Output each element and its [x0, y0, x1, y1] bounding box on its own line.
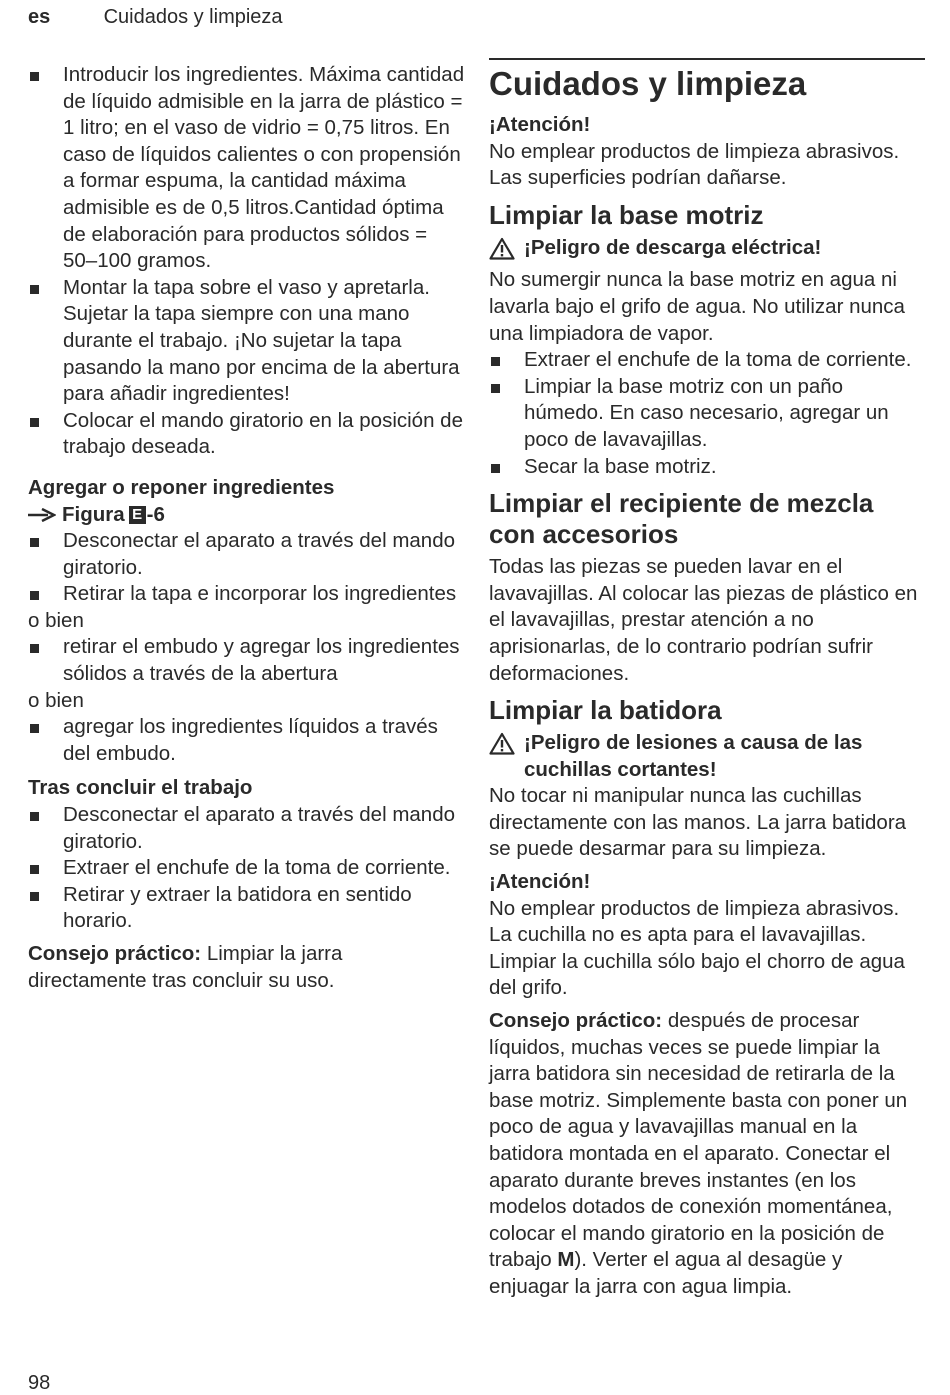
- page-header: [28, 6, 283, 29]
- blade-injury-warning: [489, 730, 925, 783]
- clean-container-heading: Limpiar el recipiente de mezcla con accesorios: [489, 488, 874, 550]
- tip-label: Consejo práctico:: [489, 1009, 663, 1033]
- or-text: o bien: [28, 608, 84, 632]
- clean-base-heading: Limpiar la base motriz: [489, 199, 764, 230]
- list-item: Colocar el mando giratorio en la posición de trabajo deseada.: [28, 408, 466, 461]
- add-ingredients-list: [28, 528, 466, 608]
- section-rule: [489, 58, 925, 60]
- attention-text: No emplear productos de limpieza abrasivos. La cuchilla no es apta para el lavavajillas. Limpiar la cuchilla sólo bajo el chorro de agua del grifo.: [489, 896, 905, 1000]
- section-title: Cuidados y limpieza: [489, 65, 807, 102]
- list-item: Limpiar la base motriz con un paño húmedo. En caso necesario, agregar un poco de lavavajillas.: [489, 374, 925, 454]
- list-item: Secar la base motriz.: [489, 454, 925, 481]
- tip-text: Limpiar la jarra directamente tras concluir su uso.: [28, 942, 343, 992]
- list-item: Extraer el enchufe de la toma de corriente.: [489, 347, 925, 374]
- container-text: Todas las piezas se pueden lavar en el lavavajillas. Al colocar las piezas de plástico en el lavavajillas, prestar atención a no aprisionarlas, de lo contrario podrían sufrir deformaciones.: [489, 555, 918, 685]
- or-text: o bien: [28, 688, 84, 712]
- list-item: Montar la tapa sobre el vaso y apretarla. Sujetar la tapa siempre con una mano durante el trabajo. ¡No sujetar la tapa pasando la mano por encima de la abertura para añadir ingredientes!: [28, 275, 466, 408]
- figure-number: -6: [146, 502, 165, 526]
- practical-tip: [489, 1008, 925, 1301]
- tip-position-m: M: [557, 1248, 575, 1272]
- list-item: Retirar la tapa e incorporar los ingredientes: [28, 581, 466, 608]
- after-work-list: [28, 802, 466, 935]
- warning-triangle-icon: [489, 732, 515, 755]
- list-item: Desconectar el aparato a través del mando giratorio.: [28, 528, 466, 581]
- figure-letter-box: E: [129, 506, 146, 524]
- warning-text: ¡Peligro de lesiones a causa de las cuchillas cortantes!: [524, 731, 863, 781]
- electric-shock-warning: [489, 235, 925, 268]
- add-ingredients-heading: Agregar o reponer ingredientes: [28, 475, 335, 499]
- after-work-heading: Tras concluir el trabajo: [28, 776, 253, 800]
- clean-blender-heading: Limpiar la batidora: [489, 695, 722, 726]
- practical-tip: [28, 941, 466, 994]
- base-cleaning-list: [489, 347, 925, 480]
- figure-label: Figura: [62, 502, 125, 526]
- warning-text: ¡Peligro de descarga eléctrica!: [524, 235, 822, 259]
- list-item: Extraer el enchufe de la toma de corriente.: [28, 855, 466, 882]
- blender-text: No tocar ni manipular nunca las cuchillas directamente con las manos. La jarra batidora se puede desarmar para su limpieza.: [489, 784, 907, 861]
- header-section-title: Cuidados y limpieza: [103, 6, 283, 28]
- page-number: 98: [28, 1372, 51, 1394]
- alt-list-1: [28, 634, 466, 687]
- tip-text: ). Verter el agua al desagüe y enjuagar la jarra con agua limpia.: [489, 1248, 843, 1298]
- attention-heading: ¡Atención!: [489, 870, 591, 894]
- alt-list-2: [28, 714, 466, 767]
- attention-heading: ¡Atención!: [489, 113, 591, 136]
- warning-triangle-icon: [489, 237, 515, 260]
- usage-steps-list: [28, 62, 466, 461]
- attention-text: No emplear productos de limpieza abrasivos. Las superficies podrían dañarse.: [489, 139, 900, 190]
- figure-reference: [28, 502, 466, 529]
- list-item: retirar el embudo y agregar los ingredientes sólidos a través de la abertura: [28, 634, 466, 687]
- list-item: Retirar y extraer la batidora en sentido horario.: [28, 882, 466, 935]
- language-code: es: [28, 6, 51, 28]
- right-column: [489, 62, 925, 1301]
- tip-text: después de procesar líquidos, muchas veces se puede limpiar la jarra batidora sin necesidad de retirarla de la base motriz. Simplemente basta con poner un poco de agua y lavavajillas manual en la batidora montada en el aparato. Conectar el aparato durante breves instantes (en los modelos dotados de conexión momentánea, colocar el mando giratorio en la posición de trabajo: [489, 1009, 908, 1272]
- list-item: Desconectar el aparato a través del mando giratorio.: [28, 802, 466, 855]
- list-item: Introducir los ingredientes. Máxima cantidad de líquido admisible en la jarra de plástico = 1 litro; en el vaso de vidrio = 0,75 litros. En caso de líquidos calientes o con propensión a formar espuma, la cantidad máxima admisible es de 0,5 litros.Cantidad óptima de elaboración para productos sólidos = 50–100 gramos.: [28, 62, 466, 275]
- arrow-right-icon: [28, 508, 56, 522]
- tip-label: Consejo práctico:: [28, 942, 202, 965]
- base-text: No sumergir nunca la base motriz en agua ni lavarla bajo el grifo de agua. No utilizar nunca una limpiadora de vapor.: [489, 268, 905, 345]
- list-item: agregar los ingredientes líquidos a través del embudo.: [28, 714, 466, 767]
- left-column: [28, 62, 466, 994]
